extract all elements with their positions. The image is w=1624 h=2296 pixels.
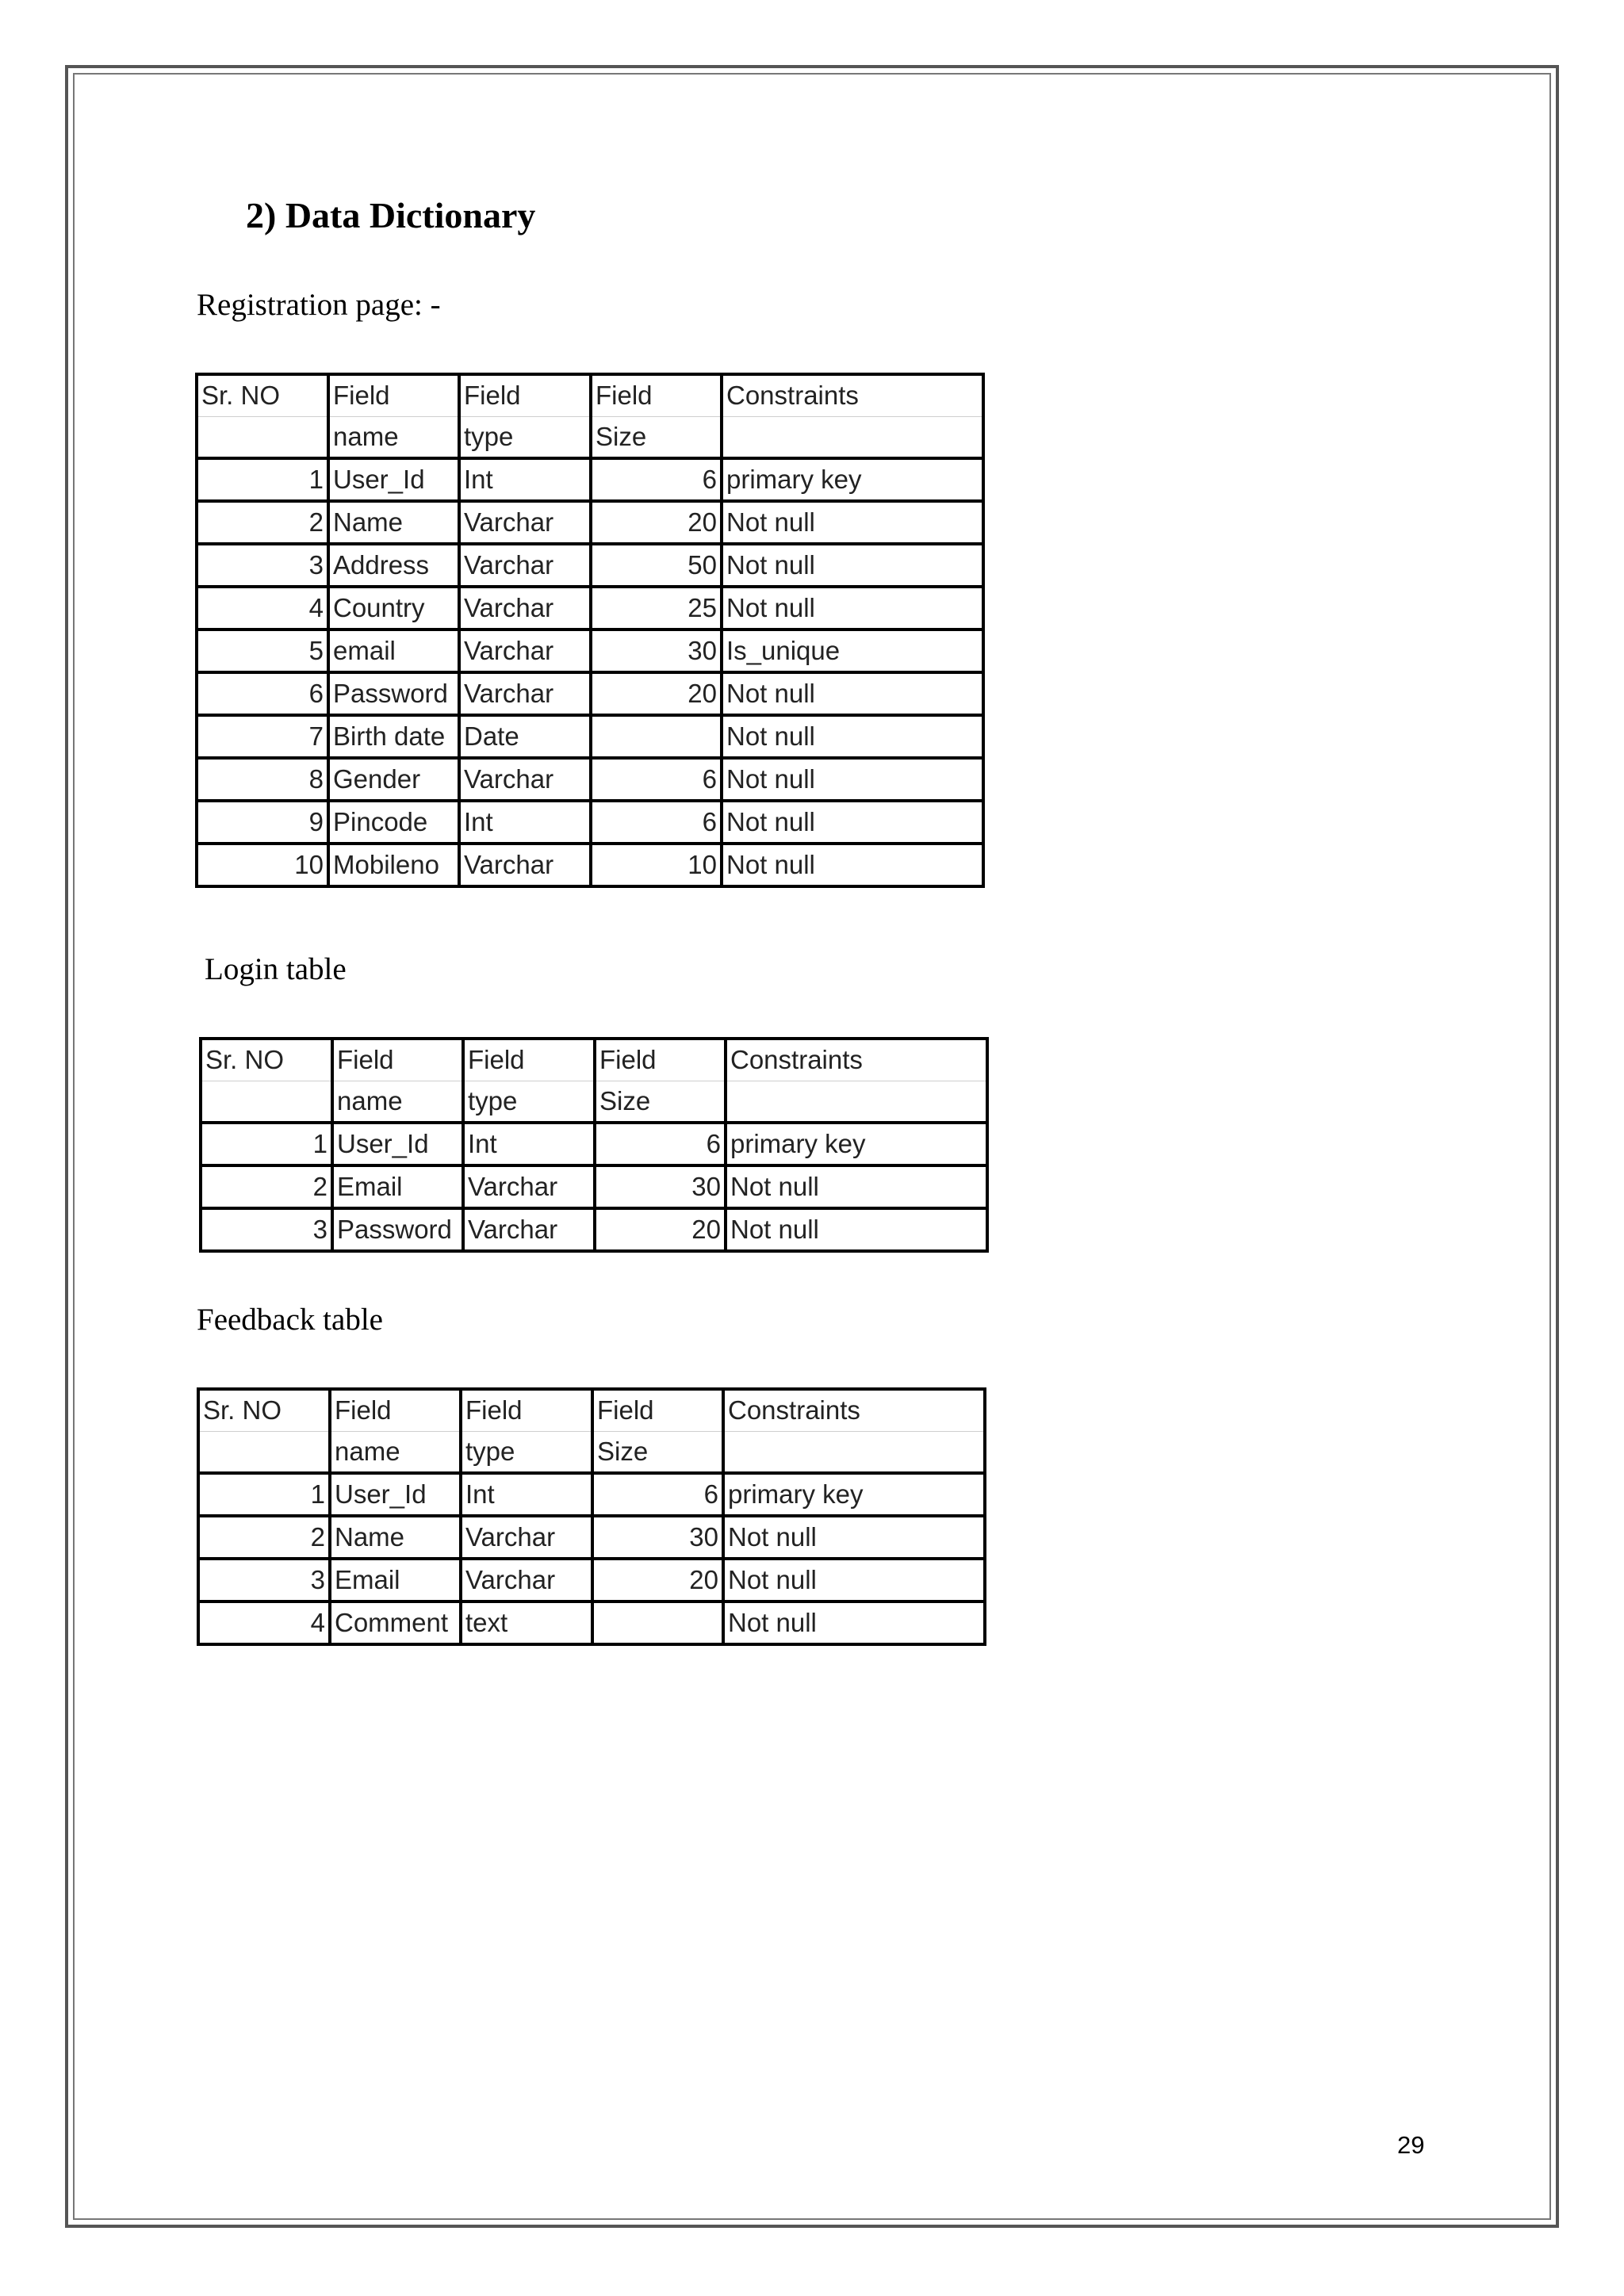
field-name-cell: Email — [330, 1559, 461, 1601]
feedback-caption: Feedback table — [197, 1303, 383, 1337]
header-field-size-cont: Size — [591, 416, 722, 458]
field-type-cell: Int — [459, 458, 591, 501]
table-row — [197, 672, 983, 715]
field-size-cell — [592, 1601, 723, 1644]
header-sr-no-cont — [198, 1431, 330, 1473]
table-row — [198, 1559, 985, 1601]
field-type-cell: Varchar — [461, 1516, 592, 1559]
registration-caption: Registration page: - — [197, 288, 441, 322]
constraint-cell: Not null — [723, 1516, 985, 1559]
field-type-cell: Int — [463, 1123, 595, 1165]
table-row — [197, 587, 983, 629]
table-row — [197, 758, 983, 801]
header-field-name: Field — [332, 1039, 463, 1081]
field-size-cell: 6 — [592, 1473, 723, 1516]
field-type-cell: Varchar — [459, 587, 591, 629]
header-field-type: Field — [459, 374, 591, 416]
field-size-cell: 30 — [595, 1165, 726, 1208]
field-type-cell: Varchar — [463, 1208, 595, 1251]
field-type-cell: Varchar — [459, 758, 591, 801]
header-field-type: Field — [463, 1039, 595, 1081]
constraint-cell: Not null — [722, 801, 983, 844]
field-name-cell: Name — [328, 501, 459, 544]
field-name-cell: Gender — [328, 758, 459, 801]
table-row — [197, 629, 983, 672]
field-name-cell: User_Id — [330, 1473, 461, 1516]
section-heading: 2) Data Dictionary — [246, 195, 536, 235]
sr-no-cell: 10 — [197, 844, 328, 886]
constraint-cell: primary key — [726, 1123, 987, 1165]
sr-no-cell: 9 — [197, 801, 328, 844]
field-type-cell: Varchar — [459, 629, 591, 672]
field-name-cell: Name — [330, 1516, 461, 1559]
sr-no-cell: 5 — [197, 629, 328, 672]
login-table — [199, 1037, 989, 1253]
table-header-row-2 — [201, 1081, 987, 1123]
header-constraints-cont — [722, 416, 983, 458]
field-type-cell: Int — [459, 801, 591, 844]
header-field-size: Field — [595, 1039, 726, 1081]
field-name-cell: Email — [332, 1165, 463, 1208]
field-size-cell: 50 — [591, 544, 722, 587]
field-type-cell: Varchar — [459, 501, 591, 544]
header-field-size-cont: Size — [592, 1431, 723, 1473]
constraint-cell: primary key — [723, 1473, 985, 1516]
field-size-cell: 20 — [592, 1559, 723, 1601]
table-header-row — [198, 1389, 985, 1431]
header-field-size: Field — [592, 1389, 723, 1431]
field-name-cell: Address — [328, 544, 459, 587]
sr-no-cell: 1 — [197, 458, 328, 501]
constraint-cell: Not null — [722, 587, 983, 629]
field-size-cell: 20 — [591, 672, 722, 715]
sr-no-cell: 2 — [201, 1165, 332, 1208]
constraint-cell: Not null — [722, 715, 983, 758]
header-constraints: Constraints — [723, 1389, 985, 1431]
field-size-cell: 6 — [591, 458, 722, 501]
constraint-cell: primary key — [722, 458, 983, 501]
field-name-cell: Mobileno — [328, 844, 459, 886]
field-type-cell: Varchar — [459, 544, 591, 587]
field-size-cell: 20 — [591, 501, 722, 544]
header-field-name-cont: name — [330, 1431, 461, 1473]
field-name-cell: User_Id — [328, 458, 459, 501]
header-field-name-cont: name — [332, 1081, 463, 1123]
sr-no-cell: 1 — [201, 1123, 332, 1165]
field-size-cell — [591, 715, 722, 758]
registration-table — [195, 373, 985, 888]
sr-no-cell: 7 — [197, 715, 328, 758]
field-type-cell: Date — [459, 715, 591, 758]
field-size-cell: 6 — [591, 758, 722, 801]
header-field-name: Field — [328, 374, 459, 416]
header-constraints-cont — [726, 1081, 987, 1123]
table-row — [198, 1601, 985, 1644]
header-sr-no: Sr. NO — [201, 1039, 332, 1081]
constraint-cell: Not null — [726, 1208, 987, 1251]
field-name-cell: Country — [328, 587, 459, 629]
feedback-table — [197, 1387, 986, 1646]
header-field-type-cont: type — [463, 1081, 595, 1123]
constraint-cell: Not null — [726, 1165, 987, 1208]
constraint-cell: Not null — [722, 544, 983, 587]
field-size-cell: 20 — [595, 1208, 726, 1251]
header-sr-no-cont — [201, 1081, 332, 1123]
field-type-cell: text — [461, 1601, 592, 1644]
header-field-type-cont: type — [461, 1431, 592, 1473]
table-row — [197, 715, 983, 758]
constraint-cell: Not null — [722, 672, 983, 715]
field-type-cell: Varchar — [459, 672, 591, 715]
sr-no-cell: 3 — [197, 544, 328, 587]
constraint-cell: Not null — [723, 1601, 985, 1644]
field-size-cell: 30 — [591, 629, 722, 672]
constraint-cell: Not null — [722, 501, 983, 544]
field-name-cell: Birth date — [328, 715, 459, 758]
table-row — [197, 544, 983, 587]
field-type-cell: Varchar — [463, 1165, 595, 1208]
table-row — [201, 1123, 987, 1165]
constraint-cell: Not null — [723, 1559, 985, 1601]
field-size-cell: 6 — [595, 1123, 726, 1165]
field-type-cell: Varchar — [461, 1559, 592, 1601]
header-field-size-cont: Size — [595, 1081, 726, 1123]
sr-no-cell: 2 — [198, 1516, 330, 1559]
table-header-row — [197, 374, 983, 416]
constraint-cell: Not null — [722, 844, 983, 886]
sr-no-cell: 2 — [197, 501, 328, 544]
login-caption: Login table — [205, 952, 347, 986]
header-field-name-cont: name — [328, 416, 459, 458]
sr-no-cell: 3 — [201, 1208, 332, 1251]
header-constraints: Constraints — [722, 374, 983, 416]
header-sr-no: Sr. NO — [197, 374, 328, 416]
page-number: 29 — [1397, 2131, 1425, 2159]
table-row — [197, 458, 983, 501]
field-name-cell: Password — [332, 1208, 463, 1251]
header-constraints-cont — [723, 1431, 985, 1473]
header-field-type-cont: type — [459, 416, 591, 458]
header-field-size: Field — [591, 374, 722, 416]
table-row — [201, 1165, 987, 1208]
table-row — [198, 1473, 985, 1516]
field-type-cell: Varchar — [459, 844, 591, 886]
sr-no-cell: 8 — [197, 758, 328, 801]
constraint-cell: Is_unique — [722, 629, 983, 672]
table-row — [197, 844, 983, 886]
field-name-cell: Pincode — [328, 801, 459, 844]
header-sr-no: Sr. NO — [198, 1389, 330, 1431]
table-row — [197, 801, 983, 844]
field-name-cell: Password — [328, 672, 459, 715]
table-row — [198, 1516, 985, 1559]
field-size-cell: 6 — [591, 801, 722, 844]
sr-no-cell: 4 — [198, 1601, 330, 1644]
header-sr-no-cont — [197, 416, 328, 458]
field-name-cell: Comment — [330, 1601, 461, 1644]
header-field-type: Field — [461, 1389, 592, 1431]
sr-no-cell: 4 — [197, 587, 328, 629]
table-header-row — [201, 1039, 987, 1081]
header-field-name: Field — [330, 1389, 461, 1431]
field-size-cell: 25 — [591, 587, 722, 629]
table-row — [197, 501, 983, 544]
field-size-cell: 30 — [592, 1516, 723, 1559]
field-type-cell: Int — [461, 1473, 592, 1516]
table-row — [201, 1208, 987, 1251]
table-header-row-2 — [197, 416, 983, 458]
sr-no-cell: 3 — [198, 1559, 330, 1601]
field-name-cell: email — [328, 629, 459, 672]
field-size-cell: 10 — [591, 844, 722, 886]
sr-no-cell: 6 — [197, 672, 328, 715]
field-name-cell: User_Id — [332, 1123, 463, 1165]
table-header-row-2 — [198, 1431, 985, 1473]
header-constraints: Constraints — [726, 1039, 987, 1081]
sr-no-cell: 1 — [198, 1473, 330, 1516]
constraint-cell: Not null — [722, 758, 983, 801]
